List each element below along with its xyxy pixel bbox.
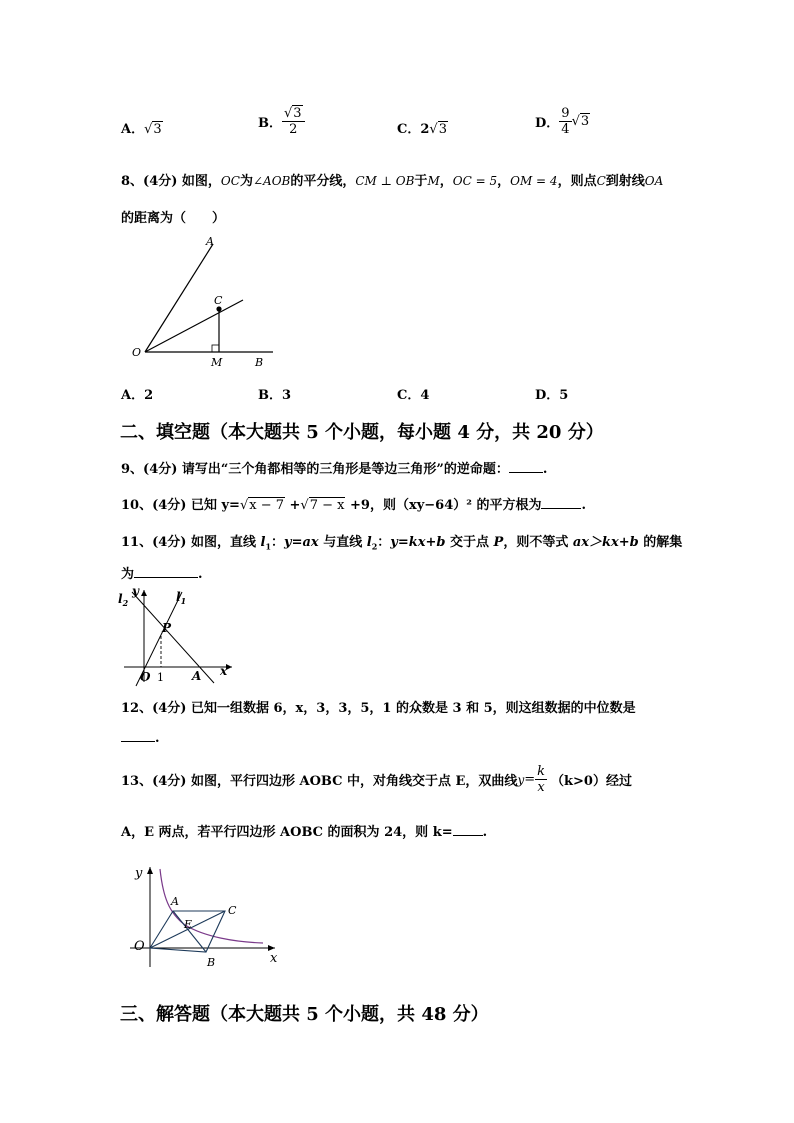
label-a: A (206, 235, 214, 248)
q13-line1: 13、(4分) 如图，平行四边形 AOBC 中，对角线交于点 E，双曲线 y = $\frac{k}{x}$ （k>0）经过 (121, 764, 632, 795)
q7-option-c: C．2√3 (397, 122, 447, 137)
q13-line2: A，E 两点，若平行四边形 AOBC 的面积为 24，则 k= . (121, 825, 488, 840)
q7-option-a: A．√3 (121, 122, 162, 137)
q11-figure (114, 582, 244, 687)
q7-option-b: B． $\frac{√3}{2}$ (258, 106, 305, 137)
q13-figure (125, 857, 290, 972)
label-b: B (207, 956, 216, 969)
answer-blank[interactable] (509, 460, 543, 473)
q11-line2: 为 . (121, 567, 203, 582)
label-c: C (214, 294, 223, 307)
label-m: M (211, 356, 223, 369)
label-a: A (171, 895, 179, 908)
label-o: O (134, 939, 145, 954)
ray-oa (145, 244, 213, 352)
answer-blank[interactable] (541, 496, 581, 509)
section-3-heading: 三、解答题（本大题共 5 个小题，共 48 分） (120, 1004, 489, 1025)
label-o: O (140, 670, 151, 684)
answer-blank[interactable] (134, 565, 198, 578)
point-c (216, 306, 221, 311)
label-b: B (255, 356, 264, 369)
label-y: y (132, 584, 139, 598)
label-x: x (270, 951, 278, 966)
q9: 9、(4分) 请写出“三个角都相等的三角形是等边三角形”的逆命题： . (121, 462, 548, 477)
y-axis-arrow (141, 590, 147, 596)
q8-option-d: D．5 (535, 388, 569, 403)
q11-line1: 11、(4分) 如图，直线 $l_1$：y=ax 与直线 $l_2$：y=kx+b 交于点 P，则不等式 ax＞kx+b 的解集 (121, 535, 683, 552)
right-angle-mark (212, 345, 219, 352)
answer-blank[interactable] (453, 823, 483, 836)
q12-line1: 12、(4分) 已知一组数据 6，x，3，3，5，1 的众数是 3 和 5，则这组数据的中位数是 (121, 701, 636, 716)
label-one: 1 (157, 671, 164, 684)
answer-blank[interactable] (121, 729, 155, 742)
q10: 10、(4分) 已知 y=√x − 7 +√7 − x +9，则（xy−64）² 的平方根为 . (121, 498, 586, 513)
ray-oc (145, 300, 243, 352)
q8-line2: 的距离为（ ） (121, 211, 226, 226)
label-a: A (192, 669, 202, 683)
q8-option-a: A．2 (121, 388, 154, 403)
q8-figure (125, 232, 285, 372)
label-c: C (228, 904, 237, 917)
q12-line2: . (121, 729, 160, 746)
y-axis-arrow (147, 867, 153, 874)
section-2-heading: 二、填空题（本大题共 5 个小题，每小题 4 分，共 20 分） (120, 422, 604, 443)
label-o: O (132, 346, 142, 359)
q8-line1: 8、(4分) 如图，OC为∠AOB的平分线，CM ⊥ OB于M，OC = 5，OM = 4，则点C到射线OA (121, 174, 664, 189)
label-x: x (220, 664, 228, 678)
q7-option-d: D． $\frac{9}{4}$ √3 (535, 106, 590, 137)
label-p: P (162, 621, 172, 635)
label-e: E (184, 918, 193, 931)
label-l2: $l_2$ (118, 592, 129, 608)
q8-option-c: C．4 (397, 388, 430, 403)
q8-option-b: B．3 (258, 388, 292, 403)
label-y: y (135, 866, 143, 881)
label-l1: $l_1$ (176, 590, 187, 606)
